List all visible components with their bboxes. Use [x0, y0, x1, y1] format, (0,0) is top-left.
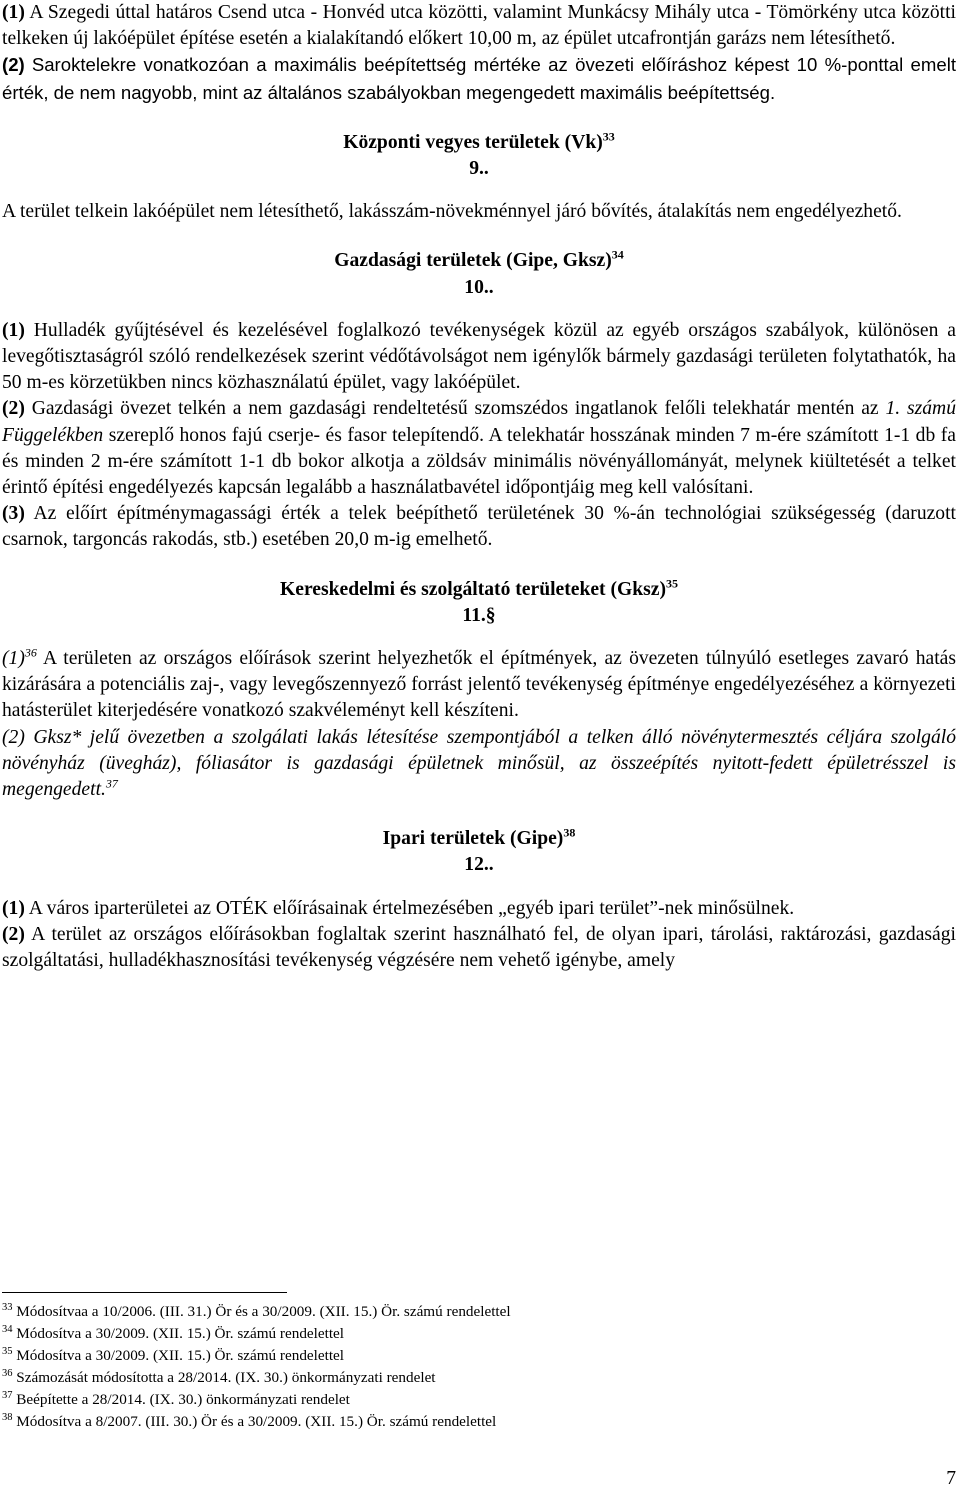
- paragraph-text: A város iparterületei az OTÉK előírásainak értelmezésében „egyéb ipari terület”-nek minősülnek.: [28, 897, 795, 919]
- footnote-number: 35: [2, 1346, 13, 1358]
- paragraph-number: (1): [2, 897, 25, 919]
- footnote-number: 34: [2, 1324, 13, 1336]
- heading-kereskedelmi: [2, 577, 956, 603]
- paragraph-number: (1): [2, 2, 25, 23]
- paragraph-ipari-2: [2, 922, 956, 974]
- footnote-text: Módosítva a 30/2009. (XII. 15.) Ör. számú rendelettel: [16, 1325, 345, 1343]
- paragraph-text: A területen az országos előírások szerint helyezhetők el építmények, az övezeten túlnyúló esetleges zavaró hatás kizárására a potenciális zaj-, vagy levegőszennyező forrást jelentő tevékenység építménye engedélyezéséhez a környezeti hatásterület kiterjedésére vonatkozó szakvéleményt kell készíteni.: [2, 648, 956, 722]
- paragraph-text: A terület az országos előírásokban foglaltak szerint használható fel, de olyan ipari, tárolási, raktározási, gazdasági szolgáltatási, hulladékhasznosítási tevékenység végzésére nem vehető igénybe, amely: [2, 923, 956, 972]
- paragraph-vk: A terület telkein lakóépület nem létesíthető, lakásszám-növekménnyel járó bővítés, átalakítás nem engedélyezhető.: [2, 201, 902, 223]
- footnote-number: 36: [2, 1368, 13, 1380]
- footnote-text: Módosítva a 30/2009. (XII. 15.) Ör. számú rendelettel: [16, 1347, 345, 1365]
- heading-gazdasagi: [2, 248, 956, 274]
- footnote-number: 37: [2, 1390, 13, 1402]
- paragraph-number: (2): [2, 54, 25, 76]
- footnotes: [2, 1301, 902, 1434]
- heading-title: Ipari területek (Gipe): [382, 828, 564, 850]
- paragraph-text: szereplő honos fajú cserje- és fasor telepítendő. A telekhatár hosszának minden 7 m-ére számított 1-1 db fa és minden 2 m-ére számított 1-1 db bokor alkotja a zöldsáv minimális növényállományát, melynek kiültetését a telket érintő építési engedélyezés kapcsán legalább a használatbavétel időpontjáig meg kell valósítani.: [2, 424, 956, 499]
- paragraph-number: (1): [2, 648, 25, 670]
- paragraph-text: Saroktelekre vonatkozóan a maximális beépítettség mértéke az övezeti előíráshoz képest 10 %-ponttal emelt érték, de nem nagyobb, mint az általános szabályokban megengedett maximális beépítettség.: [2, 54, 956, 103]
- paragraph-text: Az előírt építménymagassági érték a telek beépíthető területének 30 %-án technológiai szükségesség (daruzott csarnok, targoncás rakodás, stb.) esetében 20,0 m-ig emelhető.: [2, 503, 956, 551]
- footnote-ref: 33: [602, 129, 615, 144]
- paragraph-top-1: [2, 0, 956, 52]
- paragraph-text-italic: 1. számú Függelékben: [2, 398, 956, 446]
- footnote: [2, 1389, 902, 1411]
- footnote-ref: 38: [563, 825, 576, 840]
- paragraph-text: (2) Gksz* jelű övezetben a szolgálati lakás létesítése szempontjából a telken álló növénytermesztés céljára szolgáló növényház (üvegház), fóliasátor is gazdasági épületnek minősül, az összeépítés nyitott-fedett épületrésszel is megengedett.: [2, 726, 956, 801]
- footnote-ref: 35: [665, 576, 678, 591]
- heading-title: Központi vegyes területek (Vk): [343, 131, 603, 153]
- footnote-ref: 37: [105, 776, 118, 791]
- page-number: 7: [946, 1468, 956, 1489]
- paragraph-gazd-3: [2, 501, 956, 553]
- paragraph-ker-1: [2, 646, 956, 725]
- paragraph-text: Hulladék gyűjtésével és kezelésével foglalkozó tevékenységek közül az egyéb országos szabályok, különösen a levegőtisztaságról szóló rendelkezések szerint védőtávolságot nem igénylők bármely gazdasági területen folytathatók, ha 50 m-es körzetükben nincs közhasználatú épület, vagy lakóépület.: [2, 319, 957, 394]
- paragraph-number: (2): [2, 398, 25, 420]
- heading-title: Gazdasági területek (Gipe, Gksz): [334, 250, 612, 272]
- paragraph-gazd-2: [2, 396, 956, 501]
- footnote-text: Módosítvaa a 10/2006. (III. 31.) Ör és a 30/2009. (XII. 15.) Ör. számú rendelettel: [16, 1303, 511, 1320]
- paragraph-top-2: [2, 52, 956, 106]
- footnote: [2, 1345, 902, 1367]
- paragraph-text: Gazdasági övezet telkén a nem gazdasági rendeltetésű szomszédos ingatlanok felőli telekhatár mentén az: [31, 398, 879, 420]
- footnote-text: Módosítva a 8/2007. (III. 30.) Ör és a 30/2009. (XII. 15.) Ör. számú rendelettel: [16, 1413, 497, 1431]
- heading-title: Kereskedelmi és szolgáltató területeket (Gksz): [280, 578, 666, 600]
- footnote: [2, 1301, 902, 1323]
- footnote-number: 38: [2, 1412, 13, 1424]
- footnote-text: Számozását módosította a 28/2014. (IX. 30.) önkormányzati rendelet: [16, 1369, 436, 1387]
- footnote-ref: 34: [611, 247, 624, 262]
- footnote: [2, 1367, 902, 1389]
- footnote: [2, 1411, 902, 1433]
- footnote-number: 33: [2, 1301, 13, 1313]
- paragraph-gazd-1: [2, 318, 956, 397]
- paragraph-ipari-1: [2, 896, 956, 922]
- section-number-10: 10..: [464, 276, 494, 298]
- heading-vk: [2, 130, 956, 156]
- section-number-11: 11.§: [462, 604, 496, 626]
- document-body: [2, 0, 956, 974]
- paragraph-number: (1): [2, 319, 25, 341]
- section-number-9: 9..: [469, 158, 489, 180]
- paragraph-number: (3): [2, 503, 25, 525]
- section-number-12: 12..: [464, 854, 494, 876]
- footnote-ref: 36: [24, 645, 37, 660]
- paragraph-number: (2): [2, 923, 25, 945]
- heading-ipari: [2, 826, 956, 852]
- paragraph-ker-2: [2, 725, 956, 804]
- paragraph-text: A Szegedi úttal határos Csend utca - Honvéd utca közötti, valamint Munkácsy Mihály utca - Tömörkény utca közötti telkeken új lakóépület építése esetén a kialakítandó előkert 10,00 m, az épület utcafrontján garázs nem létesíthető.: [2, 2, 956, 50]
- footnote-separator: [2, 1292, 287, 1293]
- footnote: [2, 1323, 902, 1345]
- footnote-text: Beépítette a 28/2014. (IX. 30.) önkormányzati rendelet: [16, 1391, 350, 1409]
